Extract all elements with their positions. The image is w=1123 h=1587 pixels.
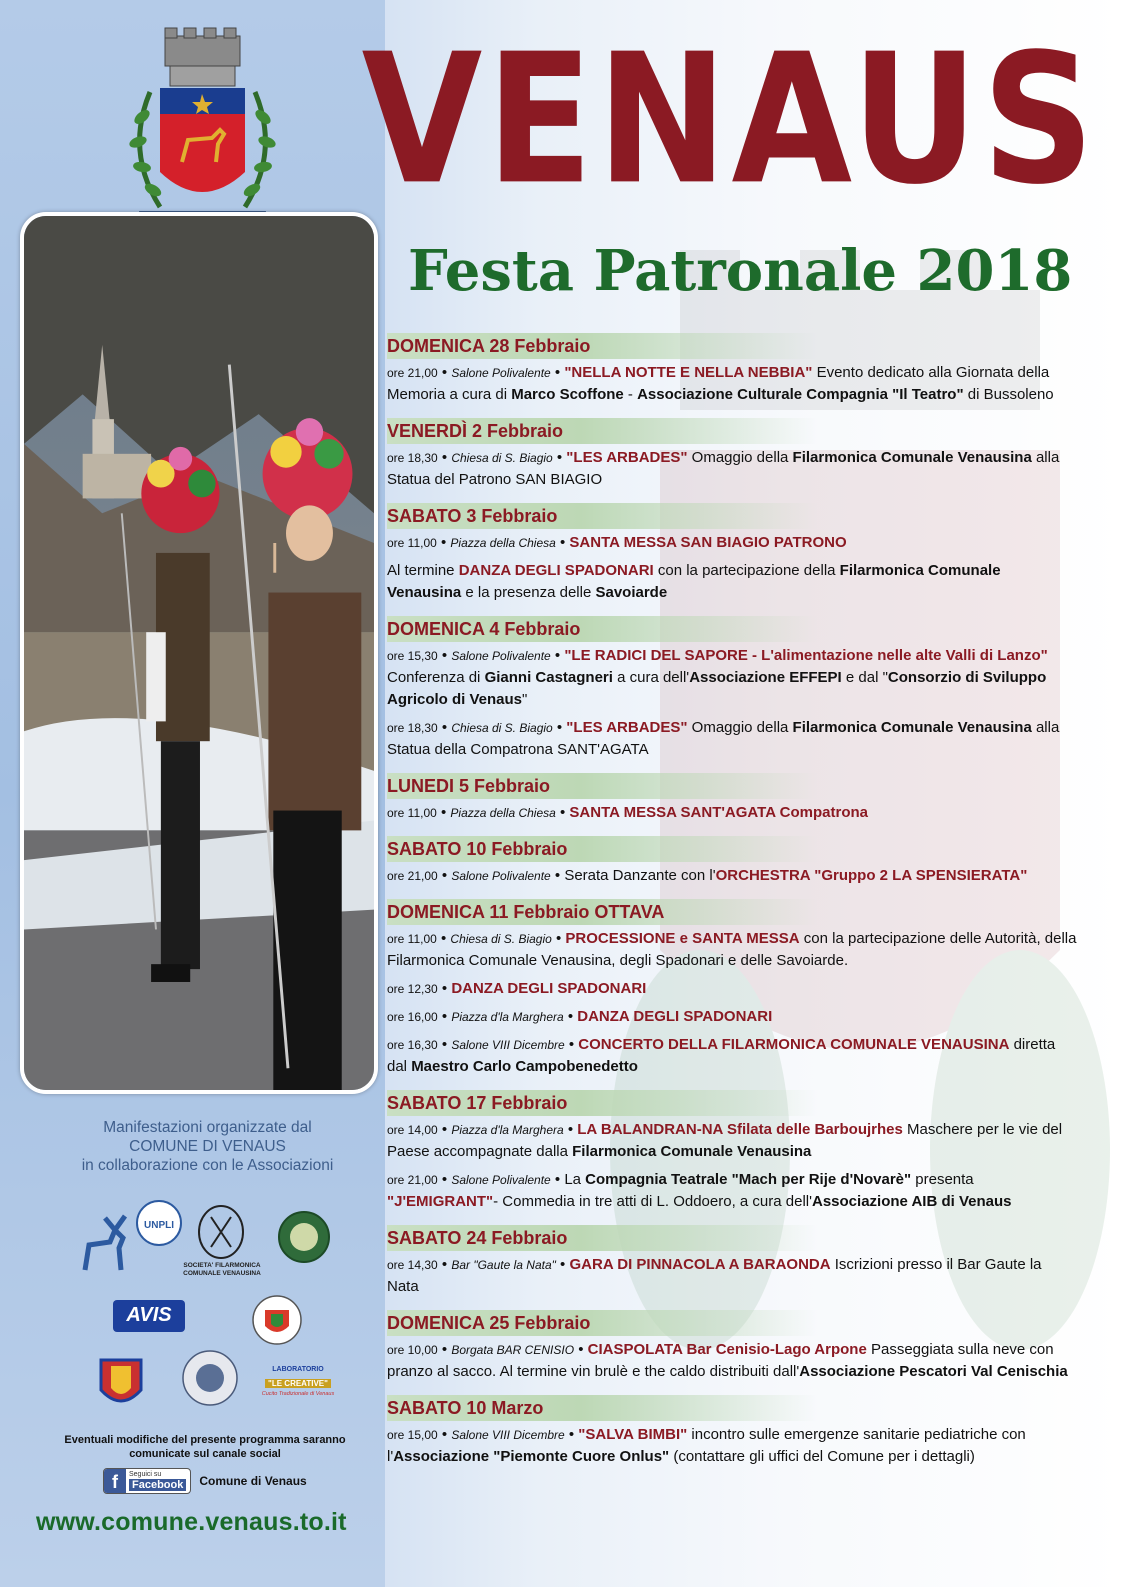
event-time: ore 11,00 (387, 536, 437, 550)
event-highlight: "LES ARBADES" (566, 719, 688, 736)
day-label: SABATO 17 Febbraio (387, 1092, 568, 1113)
event-highlight: GARA DI PINNACOLA A BARAONDA (569, 1256, 831, 1273)
day-label: SABATO 10 Febbraio (387, 838, 568, 859)
event-place: Chiesa di S. Biagio (451, 451, 553, 465)
day-label: DOMENICA 11 Febbraio OTTAVA (387, 901, 665, 922)
event-highlight: CONCERTO DELLA FILARMONICA COMUNALE VENAUSINA (578, 1036, 1010, 1053)
left-panel (0, 0, 385, 1587)
day-header (387, 1395, 817, 1421)
event-place: Salone VIII Dicembre (451, 1428, 565, 1442)
event-text: di Bussoleno (963, 386, 1054, 403)
event-time: ore 14,00 (387, 1123, 438, 1137)
facebook-word: Facebook (129, 1479, 186, 1491)
day-header (387, 616, 817, 642)
event-entry: ore 16,00 • Piazza d'la Marghera • DANZA DEGLI SPADONARI (387, 1008, 773, 1025)
event-text: Iscrizioni presso il Bar Gaute la Nata (387, 1256, 1042, 1295)
event-time: ore 15,30 (387, 649, 438, 663)
day-header (387, 1090, 817, 1116)
event-text: Serata Danzante con l' (564, 867, 716, 884)
day-header (387, 899, 817, 925)
event-text: Conferenza di (387, 669, 485, 686)
event-entry: ore 15,30 • Salone Polivalente • "LE RADICI DEL SAPORE - L'alimentazione nelle alte Valli di Lanzo" Conferenza di Gianni Castagneri a cura dell'Associazione EFFEPI e dal "Consorzio di Sviluppo Agricolo di Venaus" (387, 647, 1048, 708)
event-text: Maestro Carlo Campobenedetto (411, 1058, 638, 1075)
spadonari-photo (20, 212, 378, 1094)
event-entry: ore 11,00 • Chiesa di S. Biagio • PROCESSIONE e SANTA MESSA con la partecipazione delle Autorità, della Filarmonica Comunale Venausina, degli Spadonari e delle Savoiarde. (387, 930, 1077, 969)
event-text: Filarmonica Comunale Venausina (792, 719, 1032, 736)
event-entry (387, 560, 1077, 604)
event-text: - Commedia in tre atti di L. Oddoero, a cura dell' (493, 1193, 812, 1210)
event-highlight: DANZA DEGLI SPADONARI (458, 562, 654, 579)
event-text: Consorzio di Sviluppo Agricolo di Venaus (387, 669, 1047, 708)
event-place: Salone Polivalente (451, 366, 551, 380)
event-text: Gianni Castagneri (484, 669, 613, 686)
event-text: a cura dell' (612, 669, 690, 686)
spadonari-photo-image (24, 216, 374, 1090)
event-text: Filarmonica Comunale Venausina (792, 449, 1032, 466)
event-time: ore 11,00 (387, 932, 437, 946)
event-entry: ore 12,30 • DANZA DEGLI SPADONARI (387, 980, 647, 997)
event-place: Salone Polivalente (451, 649, 551, 663)
event-text: e la presenza delle (461, 584, 596, 601)
event-time: ore 18,30 (387, 451, 438, 465)
laboratorio-name: "LE CREATIVE" (265, 1379, 331, 1388)
avis-logo: AVIS (113, 1300, 185, 1332)
event-highlight: SANTA MESSA SAN BIAGIO PATRONO (569, 534, 847, 551)
day-label: DOMENICA 28 Febbraio (387, 335, 591, 356)
facebook-badge[interactable] (103, 1468, 191, 1494)
event-place: Piazza della Chiesa (450, 536, 556, 550)
event-text: - (623, 386, 638, 403)
facebook-page-name: Comune di Venaus (199, 1474, 307, 1488)
event-place: Salone VIII Dicembre (451, 1038, 565, 1052)
event-text: Associazione Culturale Compagnia "Il Teatro" (637, 386, 964, 403)
event-text: Al termine (387, 562, 459, 579)
event-entry: ore 14,30 • Bar "Gaute la Nata" • GARA DI PINNACOLA A BARAONDA Iscrizioni presso il Bar Gaute la Nata (387, 1256, 1042, 1295)
event-entry: ore 15,00 • Salone VIII Dicembre • "SALVA BIMBI" incontro sulle emergenze sanitarie pediatriche con l'Associazione "Piemonte Cuore Onlus" (contattare gli uffici del Comune per i dettagli) (387, 1426, 1026, 1465)
organizers-line-3: in collaborazione con le Associazioni (81, 1157, 334, 1174)
event-place: Piazza d'la Marghera (451, 1123, 564, 1137)
program-changes-notice (40, 1433, 370, 1461)
event-entry: ore 21,00 • Salone Polivalente • Serata Danzante con l'ORCHESTRA "Gruppo 2 LA SPENSIERATA" (387, 867, 1028, 884)
event-highlight: "J'EMIGRANT" (387, 1193, 494, 1210)
event-time: ore 16,30 (387, 1038, 438, 1052)
event-highlight: PROCESSIONE e SANTA MESSA (565, 930, 800, 947)
website-link[interactable]: www.comune.venaus.to.it (36, 1508, 347, 1536)
filarmonica-logo-label: SOCIETA' FILARMONICA COMUNALE VENAUSINA (183, 1262, 261, 1277)
day-header (387, 836, 817, 862)
event-text: Associazione AIB di Venaus (812, 1193, 1012, 1210)
event-highlight: "NELLA NOTTE E NELLA NEBBIA" (564, 364, 813, 381)
unpli-logo-icon (133, 1198, 185, 1248)
day-label: SABATO 24 Febbraio (387, 1227, 568, 1248)
event-time: ore 14,30 (387, 1258, 438, 1272)
event-entry: ore 11,00 • Piazza della Chiesa • SANTA MESSA SANT'AGATA Compatrona (387, 804, 868, 821)
organizers-line-2: COMUNE DI VENAUS (129, 1138, 286, 1155)
day-label: VENERDÌ 2 Febbraio (387, 420, 564, 441)
event-text: Passeggiata sulla neve con pranzo al sacco. Al termine vin brulè e the caldo distribuiti dall' (387, 1341, 1054, 1380)
event-text: Compagnia Teatrale "Mach per Rije d'Novarè" (585, 1171, 912, 1188)
facebook-link[interactable] (103, 1468, 307, 1494)
event-time: ore 15,00 (387, 1428, 438, 1442)
event-text: La (564, 1171, 586, 1188)
day-label: SABATO 10 Marzo (387, 1397, 544, 1418)
event-text: Omaggio della (687, 449, 793, 466)
event-place: Piazza d'la Marghera (451, 1010, 564, 1024)
event-place: Bar "Gaute la Nata" (451, 1258, 556, 1272)
event-text: " (522, 691, 528, 708)
event-highlight: LA BALANDRAN-NA Sfilata delle Barboujrhes (577, 1121, 903, 1138)
event-time: ore 21,00 (387, 869, 438, 883)
day-header (387, 503, 817, 529)
event-text: Associazione "Piemonte Cuore Onlus" (393, 1448, 670, 1465)
festival-subtitle: Festa Patronale 2018 (408, 238, 1073, 304)
laboratorio-logo (253, 1366, 343, 1397)
event-time: ore 12,30 (387, 982, 438, 996)
event-text: con la partecipazione della (653, 562, 840, 579)
day-label: SABATO 3 Febbraio (387, 505, 558, 526)
event-highlight: DANZA DEGLI SPADONARI (451, 980, 647, 997)
unpli-logo-text: UNPLI (144, 1220, 174, 1231)
event-entry: ore 21,00 • Salone Polivalente • "NELLA NOTTE E NELLA NEBBIA" Evento dedicato alla Giornata della Memoria a cura di Marco Scoffone - Associazione Culturale Compagnia "Il Teatro" di Bussoleno (387, 364, 1054, 403)
event-time: ore 16,00 (387, 1010, 438, 1024)
event-text: Filarmonica Comunale Venausina (387, 562, 1001, 601)
deer-logo-icon (75, 1210, 135, 1280)
event-text: alla Statua del Patrono SAN BIAGIO (387, 449, 1060, 488)
event-program (387, 333, 1077, 1468)
event-time: ore 21,00 (387, 1173, 438, 1187)
event-time: ore 18,30 (387, 721, 438, 735)
facebook-icon: f (104, 1469, 126, 1493)
event-text: con la partecipazione delle Autorità, della Filarmonica Comunale Venausina, degli Spadonari e delle Savoiarde. (387, 930, 1077, 969)
event-text: Savoiarde (595, 584, 668, 601)
local-association-shield-icon (95, 1352, 147, 1414)
notice-line-2: comunicate sul canale social (129, 1448, 281, 1460)
event-entry: ore 14,00 • Piazza d'la Marghera • LA BALANDRAN-NA Sfilata delle Barboujrhes Maschere per le vie del Paese accompagnate dalla Filarmonica Comunale Venausina (387, 1121, 1063, 1160)
event-text: e dal " (841, 669, 888, 686)
event-highlight: ORCHESTRA "Gruppo 2 LA SPENSIERATA" (715, 867, 1028, 884)
association-logos (55, 1190, 365, 1430)
event-text: Filarmonica Comunale Venausina (572, 1143, 812, 1160)
event-text: Evento dedicato alla Giornata della Memoria a cura di (387, 364, 1050, 403)
day-label: DOMENICA 4 Febbraio (387, 618, 581, 639)
event-place: Chiesa di S. Biagio (450, 932, 552, 946)
event-highlight: CIASPOLATA Bar Cenisio-Lago Arpone (587, 1341, 867, 1358)
event-text: alla Statua della Compatrona SANT'AGATA (387, 719, 1060, 758)
event-place: Chiesa di S. Biagio (451, 721, 553, 735)
laboratorio-sub: Cucito Tradizionale di Venaus (261, 1391, 335, 1397)
event-text: presenta (911, 1171, 974, 1188)
event-place: Piazza della Chiesa (450, 806, 556, 820)
event-entry: ore 16,30 • Salone VIII Dicembre • CONCERTO DELLA FILARMONICA COMUNALE VENAUSINA diretta dal Maestro Carlo Campobenedetto (387, 1036, 1056, 1075)
event-highlight: "SALVA BIMBI" (578, 1426, 688, 1443)
organizers-text (30, 1118, 385, 1175)
event-highlight: SANTA MESSA SANT'AGATA Compatrona (569, 804, 868, 821)
day-header (387, 773, 817, 799)
event-time: ore 10,00 (387, 1343, 438, 1357)
day-label: DOMENICA 25 Febbraio (387, 1312, 591, 1333)
event-text: Maschere per le vie del Paese accompagnate dalla (387, 1121, 1063, 1160)
event-place: Salone Polivalente (451, 1173, 551, 1187)
green-badge-logo-icon (277, 1210, 331, 1264)
event-text: Omaggio della (687, 719, 793, 736)
event-place: Borgata BAR CENISIO (451, 1343, 575, 1357)
notice-line-1: Eventuali modifiche del presente programma saranno (64, 1434, 346, 1446)
day-header (387, 1225, 817, 1251)
event-highlight: DANZA DEGLI SPADONARI (577, 1008, 773, 1025)
event-entry: ore 18,30 • Chiesa di S. Biagio • "LES ARBADES" Omaggio della Filarmonica Comunale Venausina alla Statua della Compatrona SANT'AGATA (387, 719, 1060, 758)
event-highlight: "LE RADICI DEL SAPORE - L'alimentazione nelle alte Valli di Lanzo" (564, 647, 1048, 664)
event-text: Associazione Pescatori Val Cenischia (799, 1363, 1068, 1380)
event-entry: ore 18,30 • Chiesa di S. Biagio • "LES ARBADES" Omaggio della Filarmonica Comunale Venausina alla Statua del Patrono SAN BIAGIO (387, 449, 1060, 488)
event-text: Marco Scoffone (511, 386, 624, 403)
laboratorio-title: LABORATORIO (272, 1366, 324, 1373)
event-entry: ore 21,00 • Salone Polivalente • La Compagnia Teatrale "Mach per Rije d'Novarè" presenta "J'EMIGRANT"- Commedia in tre atti di L. Oddoero, a cura dell'Associazione AIB di Venaus (387, 1171, 1012, 1210)
event-place: Salone Polivalente (451, 869, 551, 883)
event-text: diretta dal (387, 1036, 1056, 1075)
day-header (387, 418, 817, 444)
event-entry: ore 10,00 • Borgata BAR CENISIO • CIASPOLATA Bar Cenisio-Lago Arpone Passeggiata sulla neve con pranzo al sacco. Al termine vin brulè e the caldo distribuiti dall'Associazione Pescatori Val Cenischia (387, 1341, 1068, 1380)
event-entry: ore 11,00 • Piazza della Chiesa • SANTA MESSA SAN BIAGIO PATRONO (387, 534, 847, 551)
organizers-line-1: Manifestazioni organizzate dal (103, 1119, 312, 1136)
day-header (387, 333, 817, 359)
aib-logo-icon (251, 1292, 303, 1348)
event-time: ore 21,00 (387, 366, 438, 380)
event-text: incontro sulle emergenze sanitarie pediatriche con l' (387, 1426, 1026, 1465)
day-label: LUNEDI 5 Febbraio (387, 775, 551, 796)
event-text: (contattare gli uffici del Comune per i dettagli) (669, 1448, 975, 1465)
event-text: Associazione EFFEPI (689, 669, 842, 686)
facebook-follow-text: Seguici su (129, 1471, 162, 1478)
pescatori-logo-icon (180, 1348, 240, 1408)
event-highlight: "LES ARBADES" (566, 449, 688, 466)
event-time: ore 11,00 (387, 806, 437, 820)
day-header (387, 1310, 817, 1336)
main-title: VENAUS (361, 14, 1099, 224)
